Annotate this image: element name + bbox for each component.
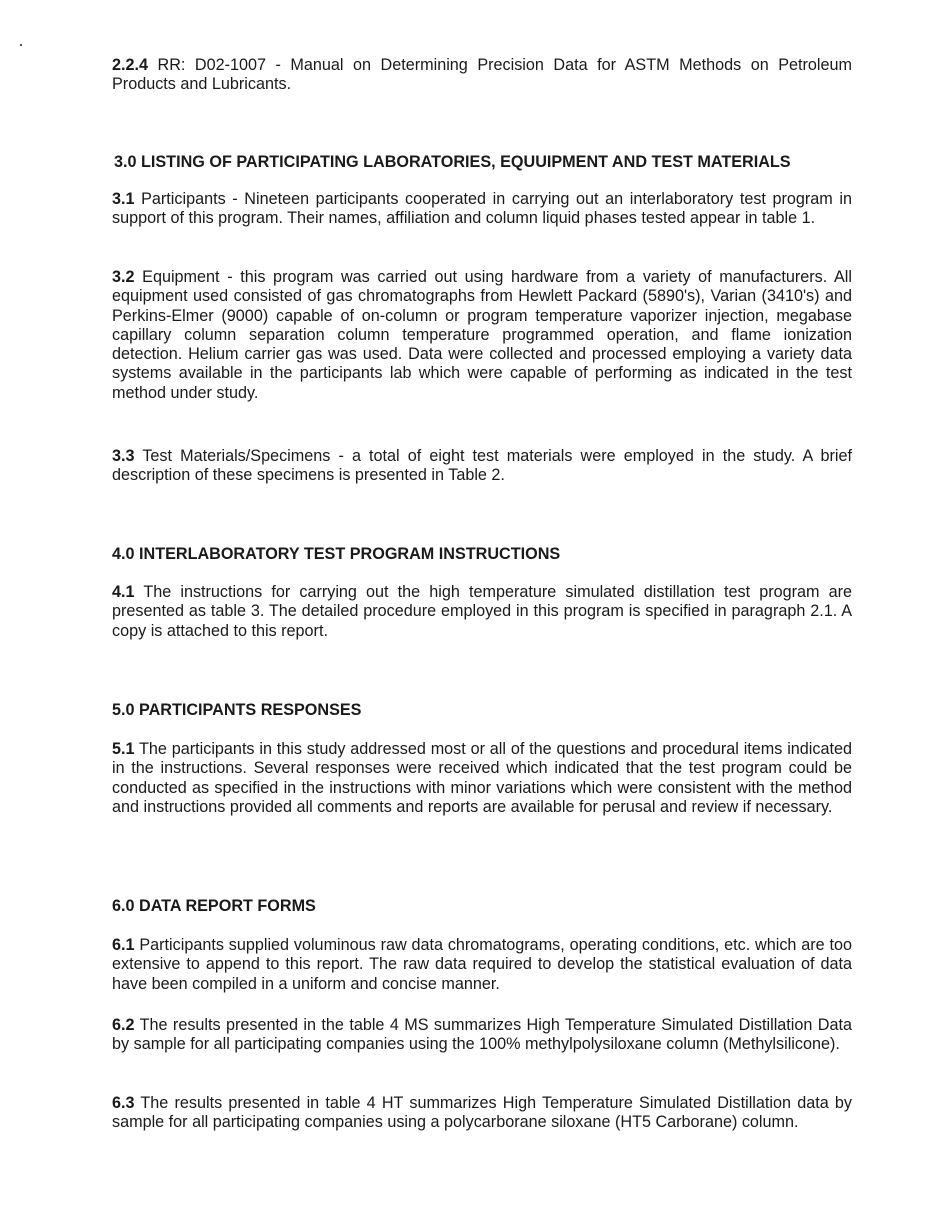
section-6-2 (112, 1016, 852, 1055)
section-text: RR: D02-1007 - Manual on Determining Precision Data for ASTM Methods on Petroleum Products and Lubricants. (112, 56, 852, 94)
section-number: 6.1 (112, 936, 135, 954)
section-3-2 (112, 268, 852, 403)
section-text: Participants - Nineteen participants cooperated in carrying out an interlaboratory test program in support of this program. Their names, affiliation and column liquid phases tested appear in table 1. (112, 190, 852, 228)
section-number: 3.1 (112, 190, 135, 208)
heading-4-0: 4.0 INTERLABORATORY TEST PROGRAM INSTRUCTIONS (112, 545, 561, 563)
section-6-1 (112, 936, 852, 994)
section-number: 3.3 (112, 447, 135, 465)
section-2-2-4 (112, 56, 852, 95)
heading-6-0: 6.0 DATA REPORT FORMS (112, 897, 316, 915)
section-6-3 (112, 1094, 852, 1133)
section-text: The results presented in table 4 HT summarizes High Temperature Simulated Distillation data by sample for all participating companies using a polycarborane siloxane (HT5 Carborane) column. (112, 1094, 852, 1132)
heading-5-0: 5.0 PARTICIPANTS RESPONSES (112, 701, 362, 719)
section-text: Participants supplied voluminous raw data chromatograms, operating conditions, etc. which are too extensive to append to this report. The raw data required to develop the statistical evaluation of data have been compiled in a uniform and concise manner. (112, 936, 852, 993)
section-text: The results presented in the table 4 MS summarizes High Temperature Simulated Distillation Data by sample for all participating companies using the 100% methylpolysiloxane column (Methylsilicone). (112, 1016, 852, 1054)
section-3-3 (112, 447, 852, 486)
heading-3-0: 3.0 LISTING OF PARTICIPATING LABORATORIES, EQUUIPMENT AND TEST MATERIALS (114, 153, 791, 171)
section-number: 6.3 (112, 1094, 135, 1112)
section-3-1 (112, 190, 852, 229)
section-number: 2.2.4 (112, 56, 149, 74)
section-4-1 (112, 583, 852, 641)
scan-speck (20, 44, 22, 46)
section-text: The instructions for carrying out the high temperature simulated distillation test program are presented as table 3. The detailed procedure employed in this program is specified in paragraph 2.1. A copy is attached to this report. (112, 583, 852, 640)
section-number: 3.2 (112, 268, 135, 286)
section-text: Test Materials/Specimens - a total of eight test materials were employed in the study. A brief description of these specimens is presented in Table 2. (112, 447, 852, 485)
section-number: 6.2 (112, 1016, 135, 1034)
section-text: Equipment - this program was carried out using hardware from a variety of manufacturers. All equipment used consisted of gas chromatographs from Hewlett Packard (5890's), Varian (3410's) and Perkins-Elmer (9000) capable of on-column or program temperature vaporizer injection, megabase capillary column separation column temperature programmed operation, and flame ionization detection. Helium carrier gas was used. Data were collected and processed employing a variety data systems available in the participants lab which were capable of performing as indicated in the test method under study. (112, 268, 852, 402)
section-number: 5.1 (112, 740, 135, 758)
section-5-1 (112, 740, 852, 817)
section-text: The participants in this study addressed most or all of the questions and procedural items indicated in the instructions. Several responses were received which indicated that the test program could be conducted as specified in the instructions with minor variations which were consistent with the method and instructions provided all comments and reports are available for perusal and review if necessary. (112, 740, 852, 816)
section-number: 4.1 (112, 583, 135, 601)
